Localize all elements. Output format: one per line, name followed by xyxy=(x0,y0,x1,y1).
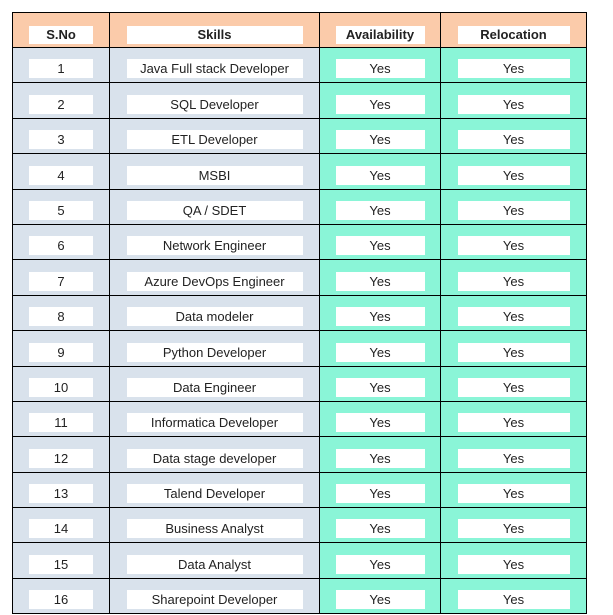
table-row xyxy=(13,154,587,189)
header-row xyxy=(13,13,587,48)
availability-cell[interactable] xyxy=(320,578,441,613)
table-row xyxy=(13,295,587,330)
sno-cell-value: 14 xyxy=(29,519,93,538)
availability-cell[interactable] xyxy=(320,48,441,83)
availability-cell-value: Yes xyxy=(336,130,425,149)
skill-cell[interactable] xyxy=(110,295,320,330)
relocation-cell-value: Yes xyxy=(458,307,570,326)
sno-cell[interactable] xyxy=(13,543,110,578)
availability-cell[interactable] xyxy=(320,366,441,401)
header-relocation xyxy=(441,13,587,48)
relocation-cell[interactable] xyxy=(441,366,587,401)
skill-cell-value: Sharepoint Developer xyxy=(127,590,303,609)
sno-cell-value: 7 xyxy=(29,272,93,291)
relocation-cell-value: Yes xyxy=(458,236,570,255)
relocation-cell-value: Yes xyxy=(458,449,570,468)
sno-cell[interactable] xyxy=(13,260,110,295)
skill-cell[interactable] xyxy=(110,189,320,224)
skill-cell[interactable] xyxy=(110,48,320,83)
sno-cell[interactable] xyxy=(13,366,110,401)
availability-cell-value: Yes xyxy=(336,166,425,185)
relocation-cell-value: Yes xyxy=(458,484,570,503)
relocation-cell[interactable] xyxy=(441,83,587,118)
skill-cell-value: Network Engineer xyxy=(127,236,303,255)
skill-cell[interactable] xyxy=(110,154,320,189)
sno-cell-value: 8 xyxy=(29,307,93,326)
skill-cell-value: Data Analyst xyxy=(127,555,303,574)
availability-cell[interactable] xyxy=(320,260,441,295)
relocation-cell-value: Yes xyxy=(458,378,570,397)
table-row xyxy=(13,48,587,83)
availability-cell[interactable] xyxy=(320,189,441,224)
relocation-cell-value: Yes xyxy=(458,272,570,291)
sno-cell-value: 1 xyxy=(29,59,93,78)
sno-cell-value: 2 xyxy=(29,95,93,114)
skill-cell[interactable] xyxy=(110,508,320,543)
relocation-cell-value: Yes xyxy=(458,555,570,574)
skills-table xyxy=(12,12,587,614)
header-sno-label: S.No xyxy=(29,26,93,44)
header-skills xyxy=(110,13,320,48)
availability-cell-value: Yes xyxy=(336,272,425,291)
relocation-cell-value: Yes xyxy=(458,413,570,432)
availability-cell-value: Yes xyxy=(336,484,425,503)
sno-cell[interactable] xyxy=(13,295,110,330)
relocation-cell-value: Yes xyxy=(458,95,570,114)
sno-cell-value: 4 xyxy=(29,166,93,185)
table-row xyxy=(13,366,587,401)
availability-cell-value: Yes xyxy=(336,555,425,574)
skill-cell-value: Python Developer xyxy=(127,343,303,362)
skill-cell-value: Informatica Developer xyxy=(127,413,303,432)
skill-cell[interactable] xyxy=(110,578,320,613)
skill-cell-value: QA / SDET xyxy=(127,201,303,220)
skill-cell-value: Data Engineer xyxy=(127,378,303,397)
relocation-cell-value: Yes xyxy=(458,590,570,609)
availability-cell[interactable] xyxy=(320,118,441,153)
relocation-cell[interactable] xyxy=(441,437,587,472)
skill-cell[interactable] xyxy=(110,118,320,153)
skill-cell[interactable] xyxy=(110,331,320,366)
relocation-cell[interactable] xyxy=(441,578,587,613)
relocation-cell[interactable] xyxy=(441,189,587,224)
sno-cell[interactable] xyxy=(13,437,110,472)
availability-cell[interactable] xyxy=(320,437,441,472)
sno-cell-value: 15 xyxy=(29,555,93,574)
table-row xyxy=(13,543,587,578)
skill-cell[interactable] xyxy=(110,366,320,401)
skill-cell[interactable] xyxy=(110,83,320,118)
sno-cell[interactable] xyxy=(13,508,110,543)
availability-cell[interactable] xyxy=(320,401,441,436)
header-sno xyxy=(13,13,110,48)
sno-cell[interactable] xyxy=(13,189,110,224)
skill-cell[interactable] xyxy=(110,401,320,436)
header-relocation-label: Relocation xyxy=(458,26,570,44)
skill-cell-value: Data stage developer xyxy=(127,449,303,468)
sno-cell-value: 9 xyxy=(29,343,93,362)
skill-cell-value: MSBI xyxy=(127,166,303,185)
availability-cell[interactable] xyxy=(320,331,441,366)
table-row xyxy=(13,224,587,259)
sno-cell-value: 3 xyxy=(29,130,93,149)
availability-cell[interactable] xyxy=(320,295,441,330)
relocation-cell-value: Yes xyxy=(458,130,570,149)
availability-cell[interactable] xyxy=(320,224,441,259)
sno-cell[interactable] xyxy=(13,472,110,507)
relocation-cell-value: Yes xyxy=(458,59,570,78)
skill-cell-value: SQL Developer xyxy=(127,95,303,114)
relocation-cell[interactable] xyxy=(441,118,587,153)
header-availability-label: Availability xyxy=(336,26,425,44)
skill-cell[interactable] xyxy=(110,437,320,472)
sno-cell[interactable] xyxy=(13,578,110,613)
relocation-cell[interactable] xyxy=(441,331,587,366)
sno-cell-value: 5 xyxy=(29,201,93,220)
availability-cell-value: Yes xyxy=(336,343,425,362)
availability-cell-value: Yes xyxy=(336,378,425,397)
availability-cell-value: Yes xyxy=(336,236,425,255)
skill-cell[interactable] xyxy=(110,260,320,295)
availability-cell-value: Yes xyxy=(336,449,425,468)
sno-cell-value: 12 xyxy=(29,449,93,468)
sno-cell[interactable] xyxy=(13,154,110,189)
relocation-cell-value: Yes xyxy=(458,519,570,538)
availability-cell[interactable] xyxy=(320,83,441,118)
sno-cell[interactable] xyxy=(13,48,110,83)
sno-cell[interactable] xyxy=(13,224,110,259)
table-row xyxy=(13,578,587,613)
skill-cell-value: ETL Developer xyxy=(127,130,303,149)
header-skills-label: Skills xyxy=(127,26,303,44)
relocation-cell[interactable] xyxy=(441,295,587,330)
table-row xyxy=(13,472,587,507)
skill-cell[interactable] xyxy=(110,472,320,507)
relocation-cell[interactable] xyxy=(441,543,587,578)
skill-cell[interactable] xyxy=(110,543,320,578)
table-row xyxy=(13,260,587,295)
availability-cell-value: Yes xyxy=(336,519,425,538)
relocation-cell-value: Yes xyxy=(458,343,570,362)
relocation-cell[interactable] xyxy=(441,260,587,295)
skill-cell-value: Business Analyst xyxy=(127,519,303,538)
relocation-cell[interactable] xyxy=(441,48,587,83)
skill-cell-value: Java Full stack Developer xyxy=(127,59,303,78)
availability-cell-value: Yes xyxy=(336,59,425,78)
skill-cell-value: Talend Developer xyxy=(127,484,303,503)
availability-cell-value: Yes xyxy=(336,307,425,326)
sno-cell[interactable] xyxy=(13,118,110,153)
skill-cell-value: Data modeler xyxy=(127,307,303,326)
availability-cell-value: Yes xyxy=(336,201,425,220)
availability-cell-value: Yes xyxy=(336,413,425,432)
table-row xyxy=(13,508,587,543)
table-row xyxy=(13,437,587,472)
skill-cell-value: Azure DevOps Engineer xyxy=(127,272,303,291)
sno-cell-value: 10 xyxy=(29,378,93,397)
sno-cell-value: 16 xyxy=(29,590,93,609)
availability-cell[interactable] xyxy=(320,154,441,189)
relocation-cell[interactable] xyxy=(441,508,587,543)
skill-cell[interactable] xyxy=(110,224,320,259)
sno-cell-value: 13 xyxy=(29,484,93,503)
availability-cell-value: Yes xyxy=(336,590,425,609)
availability-cell[interactable] xyxy=(320,543,441,578)
sno-cell-value: 6 xyxy=(29,236,93,255)
sno-cell-value: 11 xyxy=(29,413,93,432)
table-row xyxy=(13,189,587,224)
relocation-cell[interactable] xyxy=(441,401,587,436)
relocation-cell[interactable] xyxy=(441,224,587,259)
availability-cell-value: Yes xyxy=(336,95,425,114)
availability-cell[interactable] xyxy=(320,472,441,507)
sno-cell[interactable] xyxy=(13,401,110,436)
sno-cell[interactable] xyxy=(13,83,110,118)
relocation-cell[interactable] xyxy=(441,154,587,189)
table-row xyxy=(13,83,587,118)
table-row xyxy=(13,118,587,153)
table-row xyxy=(13,401,587,436)
header-availability xyxy=(320,13,441,48)
table-row xyxy=(13,331,587,366)
relocation-cell[interactable] xyxy=(441,472,587,507)
relocation-cell-value: Yes xyxy=(458,166,570,185)
skills-sheet xyxy=(12,12,586,614)
availability-cell[interactable] xyxy=(320,508,441,543)
sno-cell[interactable] xyxy=(13,331,110,366)
relocation-cell-value: Yes xyxy=(458,201,570,220)
